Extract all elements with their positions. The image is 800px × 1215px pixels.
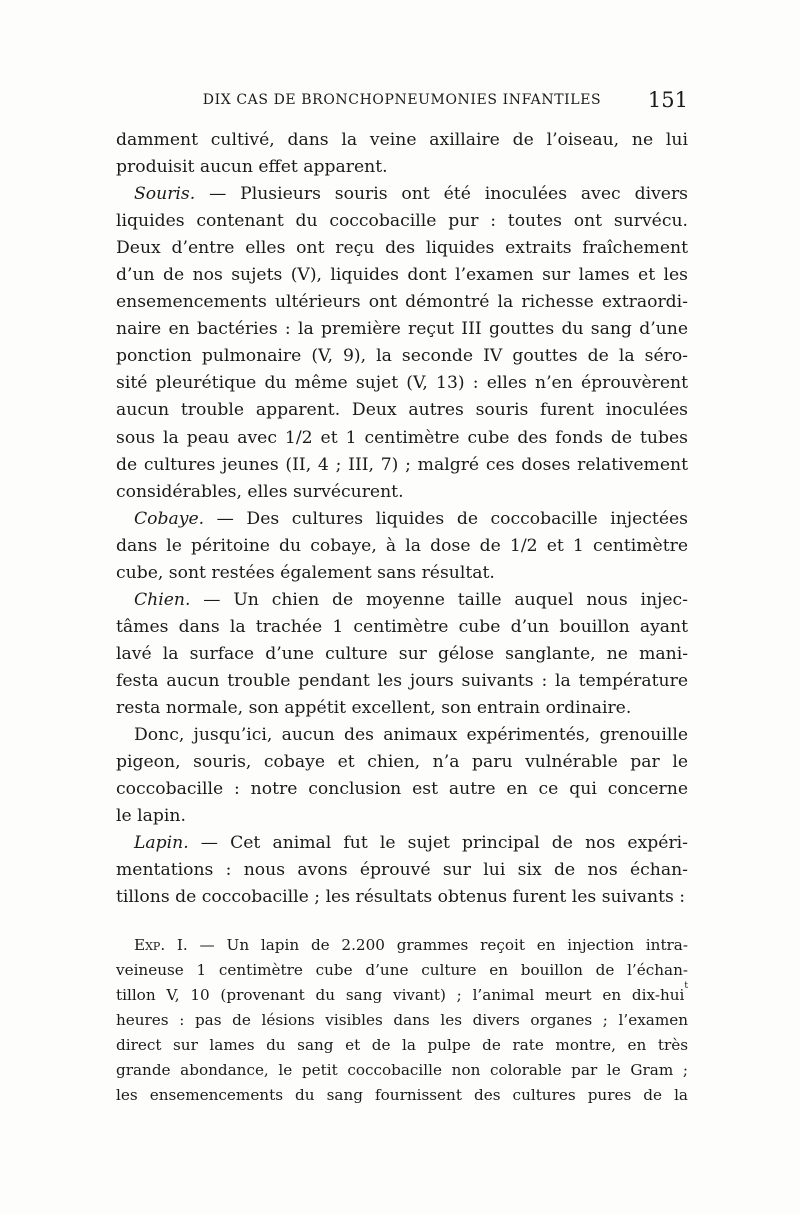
text-line: mentations : nous avons éprouvé sur lui six de nos échan- [116,860,688,881]
note-line: Exp. I. — Un lapin de 2.200 grammes reçoit en injection intra- [134,936,688,954]
text-line: aucun trouble apparent. Deux autres souris furent inoculées [116,400,688,421]
text-line: considérables, elles survécurent. [116,481,404,502]
text-line: Donc, jusqu’ici, aucun des animaux expérimentés, grenouille [134,725,688,746]
text-line: sité pleurétique du même sujet (V, 13) : elles n’en éprouvèrent [116,373,688,394]
main-text [116,127,688,911]
note-line: grande abondance, le petit coccobacille non colorable par le Gram ; [116,1061,688,1080]
text-line: ensemencements ultérieurs ont démontré la richesse extraordi- [116,292,688,313]
text-line: ponction pulmonaire (V, 9), la seconde IV gouttes de la séro- [116,346,688,367]
section-label-cobaye: Cobaye. [134,508,205,529]
note-line: les ensemencements du sang fournissent des cultures pures de la [116,1086,688,1105]
text-line: festa aucun trouble pendant les jours suivants : la température [116,670,688,691]
note-line: tillon V, 10 (provenant du sang vivant) ; l’animal meurt en dix-hui$^t$ [116,981,688,1005]
text-line: produisit aucun effet apparent. [116,157,388,178]
text-line: Cobaye. — Des cultures liquides de coccobacille injectées [134,508,688,529]
page-number: 151 [647,88,688,112]
section-label-souris: Souris. [134,184,196,205]
text-line: Deux d’entre elles ont reçu des liquides extraits fraîchement [116,238,688,259]
section-label-chien: Chien. [134,589,191,610]
text-line: damment cultivé, dans la veine axillaire de l’oiseau, ne lui [116,130,688,150]
text-line: Souris. — Plusieurs souris ont été inoculées avec divers [134,184,688,205]
text-line: pigeon, souris, cobaye et chien, n’a paru vulnérable par le [116,752,688,773]
text-line: Lapin. — Cet animal fut le sujet principal de nos expéri- [134,833,688,854]
text-line: liquides contenant du coccobacille pur : toutes ont survécu. [116,211,688,232]
text-line: naire en bactéries : la première reçut III gouttes du sang d’une [116,319,688,340]
text-line: cube, sont restées également sans résultat. [116,562,495,583]
note-line: veineuse 1 centimètre cube d’une culture en bouillon de l’échan- [116,961,688,980]
text-line: Chien. — Un chien de moyenne taille auquel nous injec- [134,589,688,610]
text-line: tâmes dans la trachée 1 centimètre cube d’un bouillon ayant [116,616,688,637]
text-line: lavé la surface d’une culture sur gélose sanglante, ne mani- [116,643,688,664]
text-line: dans le péritoine du cobaye, à la dose de 1/2 et 1 centimètre [116,535,688,556]
text-line: coccobacille : notre conclusion est autre en ce qui concerne [116,779,688,800]
note-line: direct sur lames du sang et de la pulpe de rate montre, en très [116,1036,688,1055]
text-line: sous la peau avec 1/2 et 1 centimètre cube des fonds de tubes [116,427,688,448]
text-line: d’un de nos sujets (V), liquides dont l’examen sur lames et les [116,265,688,286]
running-head [116,90,688,120]
superscript-t: t [684,981,688,992]
section-label-lapin: Lapin. [134,833,189,854]
experiment-notes [116,933,688,1108]
text-line: le lapin. [116,806,186,827]
text-line: de cultures jeunes (II, 4 ; III, 7) ; malgré ces doses relativement [116,454,688,475]
text-line: resta normale, son appétit excellent, son entrain ordinaire. [116,697,632,718]
text-line: tillons de coccobacille ; les résultats obtenus furent les suivants : [116,887,686,908]
note-line: heures : pas de lésions visibles dans les divers organes ; l’examen [116,1011,688,1030]
running-title: DIX CAS DE BRONCHOPNEUMONIES INFANTILES [202,92,602,108]
experiment-label: Exp. I. [134,936,188,954]
